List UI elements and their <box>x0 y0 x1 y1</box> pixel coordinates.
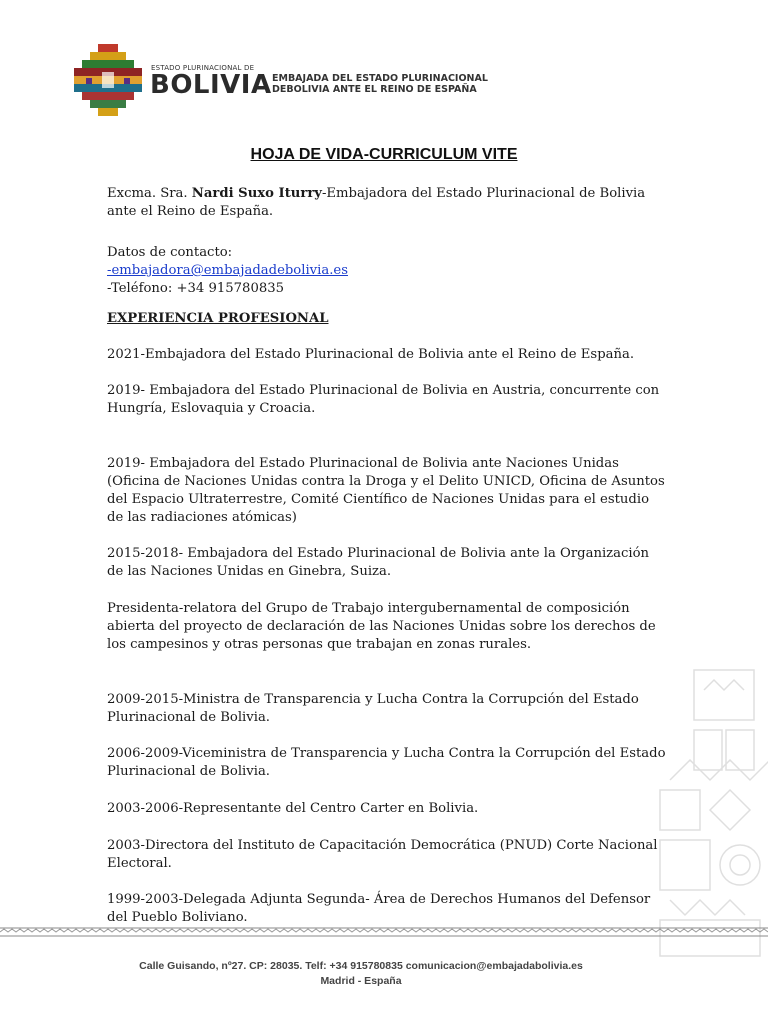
footer-line-2: Madrid - España <box>320 975 402 987</box>
section-heading-experience: EXPERIENCIA PROFESIONAL <box>107 311 329 326</box>
embassy-line-2: DEBOLIVIA ANTE EL REINO DE ESPAÑA <box>272 84 477 95</box>
experience-item: 2021-Embajadora del Estado Plurinacional de Bolivia ante el Reino de España. <box>107 347 635 362</box>
intro-paragraph <box>107 185 667 221</box>
contact-block <box>107 244 667 298</box>
ambassador-name: Nardi Suxo Iturry <box>191 186 322 201</box>
contact-heading: Datos de contacto: <box>107 245 233 260</box>
experience-item: 2003-Directora del Instituto de Capacitación Democrática (PNUD) Corte Nacional Electoral. <box>107 838 658 871</box>
experience-item: 2015-2018- Embajadora del Estado Plurinacional de Bolivia ante la Organización de las Naciones Unidas en Ginebra, Suiza. <box>107 546 650 579</box>
experience-item: 2009-2015-Ministra de Transparencia y Lucha Contra la Corrupción del Estado Plurinacional de Bolivia. <box>107 692 639 725</box>
phone-text: -Teléfono: +34 915780835 <box>107 281 285 296</box>
bolivia-logo-icon <box>70 42 146 118</box>
footer-address <box>0 959 722 989</box>
experience-item: 2019- Embajadora del Estado Plurinacional de Bolivia en Austria, concurrente con Hungría, Eslovaquia y Croacia. <box>107 383 660 416</box>
experience-item: Presidenta-relatora del Grupo de Trabajo intergubernamental de composición abierta del proyecto de declaración de las Naciones Unidas sobre los derechos de los campesinos y otras personas que trabajan en zonas rurales. <box>107 601 656 652</box>
logo-subtitle: ESTADO PLURINACIONAL DE <box>151 64 255 72</box>
intro-suffix: -Embajadora del Estado Plurinacional de Bolivia ante el Reino de España. <box>107 186 646 219</box>
footer-line-1: Calle Guisando, nº27. CP: 28035. Telf: +34 915780835 comunicacion@embajadabolivia.es <box>139 960 583 972</box>
email-link[interactable]: -embajadora@embajadadebolivia.es <box>107 263 348 278</box>
experience-item: 1999-2003-Delegada Adjunta Segunda- Área de Derechos Humanos del Defensor del Pueblo Boliviano. <box>107 892 651 925</box>
decorative-pattern-icon <box>650 660 768 960</box>
experience-item: 2006-2009-Viceministra de Transparencia y Lucha Contra la Corrupción del Estado Plurinacional de Bolivia. <box>107 746 666 779</box>
experience-item: 2019- Embajadora del Estado Plurinacional de Bolivia ante Naciones Unidas (Oficina de Naciones Unidas contra la Droga y el Delito UNICD, Oficina de Asuntos del Espacio Ultraterrestre, Comité Científico de Naciones Unidas para el estudio de las radiaciones atómicas) <box>107 456 665 525</box>
embassy-line-1: EMBAJADA DEL ESTADO PLURINACIONAL <box>272 73 488 84</box>
logo-wordmark: BOLIVIA <box>150 70 272 100</box>
footer-divider <box>0 926 768 938</box>
embassy-name <box>272 73 502 95</box>
experience-item: 2003-2006-Representante del Centro Carter en Bolivia. <box>107 801 479 816</box>
intro-prefix: Excma. Sra. <box>107 186 192 201</box>
document-title: HOJA DE VIDA-CURRICULUM VITE <box>250 146 518 163</box>
